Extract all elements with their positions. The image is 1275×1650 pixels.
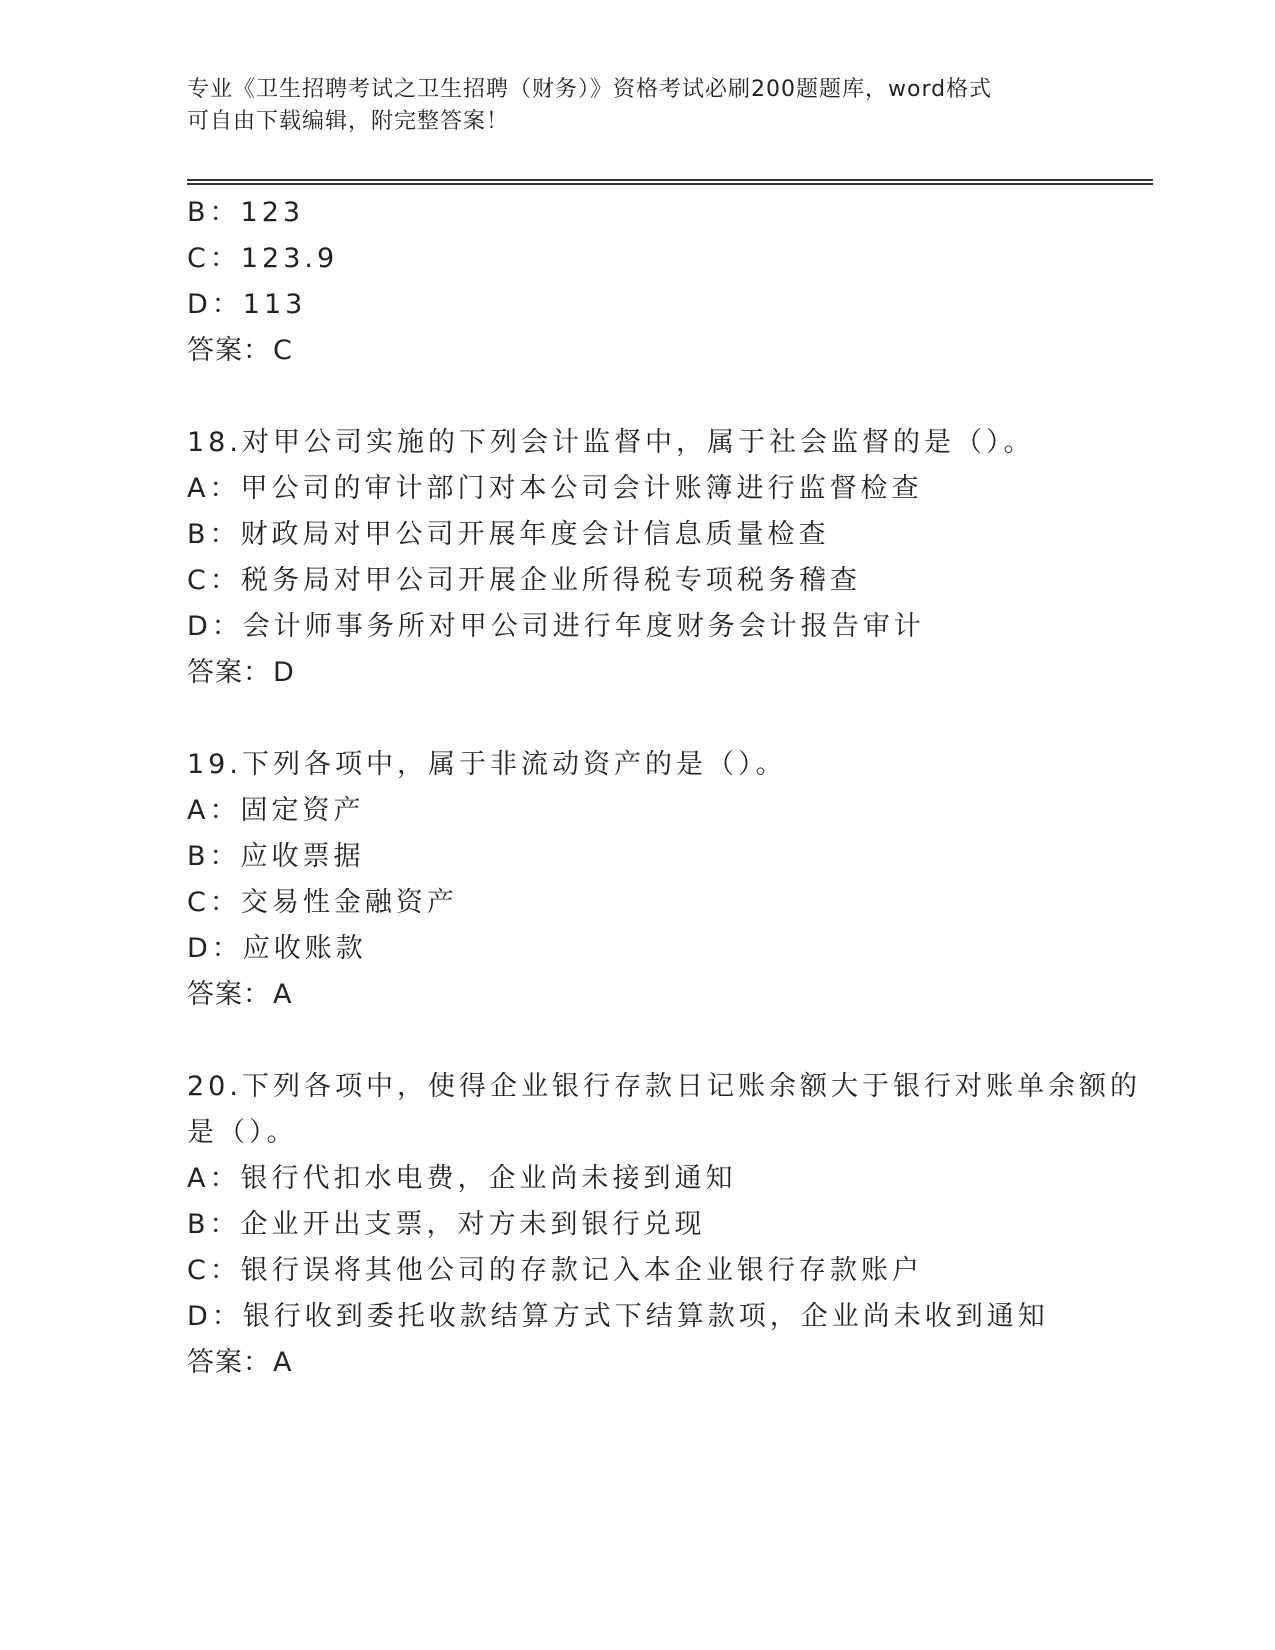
option-b: B：应收票据	[187, 841, 365, 872]
question-20	[187, 1064, 1141, 1386]
header-line-1: 专业《卫生招聘考试之卫生招聘（财务）》资格考试必刷200题题库，word格式	[187, 77, 993, 102]
option-d: D：113	[187, 289, 307, 320]
option-a: A：银行代扣水电费，企业尚未接到通知	[187, 1163, 737, 1194]
answer-label: 答案：	[187, 657, 271, 688]
answer-label: 答案：	[187, 979, 271, 1010]
question-18	[187, 420, 1087, 696]
answer-label: 答案：	[187, 1347, 271, 1378]
answer-value: C	[273, 335, 292, 366]
answer-value: A	[273, 979, 292, 1010]
question-stem: 18.对甲公司实施的下列会计监督中，属于社会监督的是（）。	[187, 427, 1035, 458]
previous-question-continuation	[187, 190, 1087, 374]
header-line-2: 可自由下载编辑，附完整答案！	[187, 109, 510, 134]
answer-line	[187, 1340, 1087, 1386]
answer-value: A	[273, 1347, 292, 1378]
option-c: C：银行误将其他公司的存款记入本企业银行存款账户	[187, 1255, 923, 1286]
question-stem-line-2: 是（）。	[187, 1117, 298, 1148]
answer-line	[187, 328, 1087, 374]
answer-line	[187, 650, 1087, 696]
question-stem-line-1: 20.下列各项中，使得企业银行存款日记账余额大于银行对账单余额的	[187, 1071, 1141, 1102]
option-a: A：固定资产	[187, 795, 365, 826]
option-c: C：税务局对甲公司开展企业所得税专项税务稽查	[187, 565, 861, 596]
option-d: D：银行收到委托收款结算方式下结算款项，企业尚未收到通知	[187, 1301, 1049, 1332]
option-b: B：财政局对甲公司开展年度会计信息质量检查	[187, 519, 830, 550]
answer-label: 答案：	[187, 335, 271, 366]
option-d: D：会计师事务所对甲公司进行年度财务会计报告审计	[187, 611, 925, 642]
header-divider-top	[187, 179, 1153, 181]
option-c: C：交易性金融资产	[187, 887, 458, 918]
option-a: A：甲公司的审计部门对本公司会计账簿进行监督检查	[187, 473, 923, 504]
option-d: D：应收账款	[187, 933, 367, 964]
option-c: C：123.9	[187, 243, 339, 274]
document-body	[187, 190, 1141, 1386]
answer-line	[187, 972, 1087, 1018]
question-stem: 19.下列各项中，属于非流动资产的是（）。	[187, 749, 787, 780]
header-divider-bottom	[187, 183, 1153, 185]
question-19	[187, 742, 1087, 1018]
document-header	[187, 74, 1087, 138]
option-b: B：123	[187, 197, 305, 228]
answer-value: D	[273, 657, 294, 688]
option-b: B：企业开出支票，对方未到银行兑现	[187, 1209, 706, 1240]
